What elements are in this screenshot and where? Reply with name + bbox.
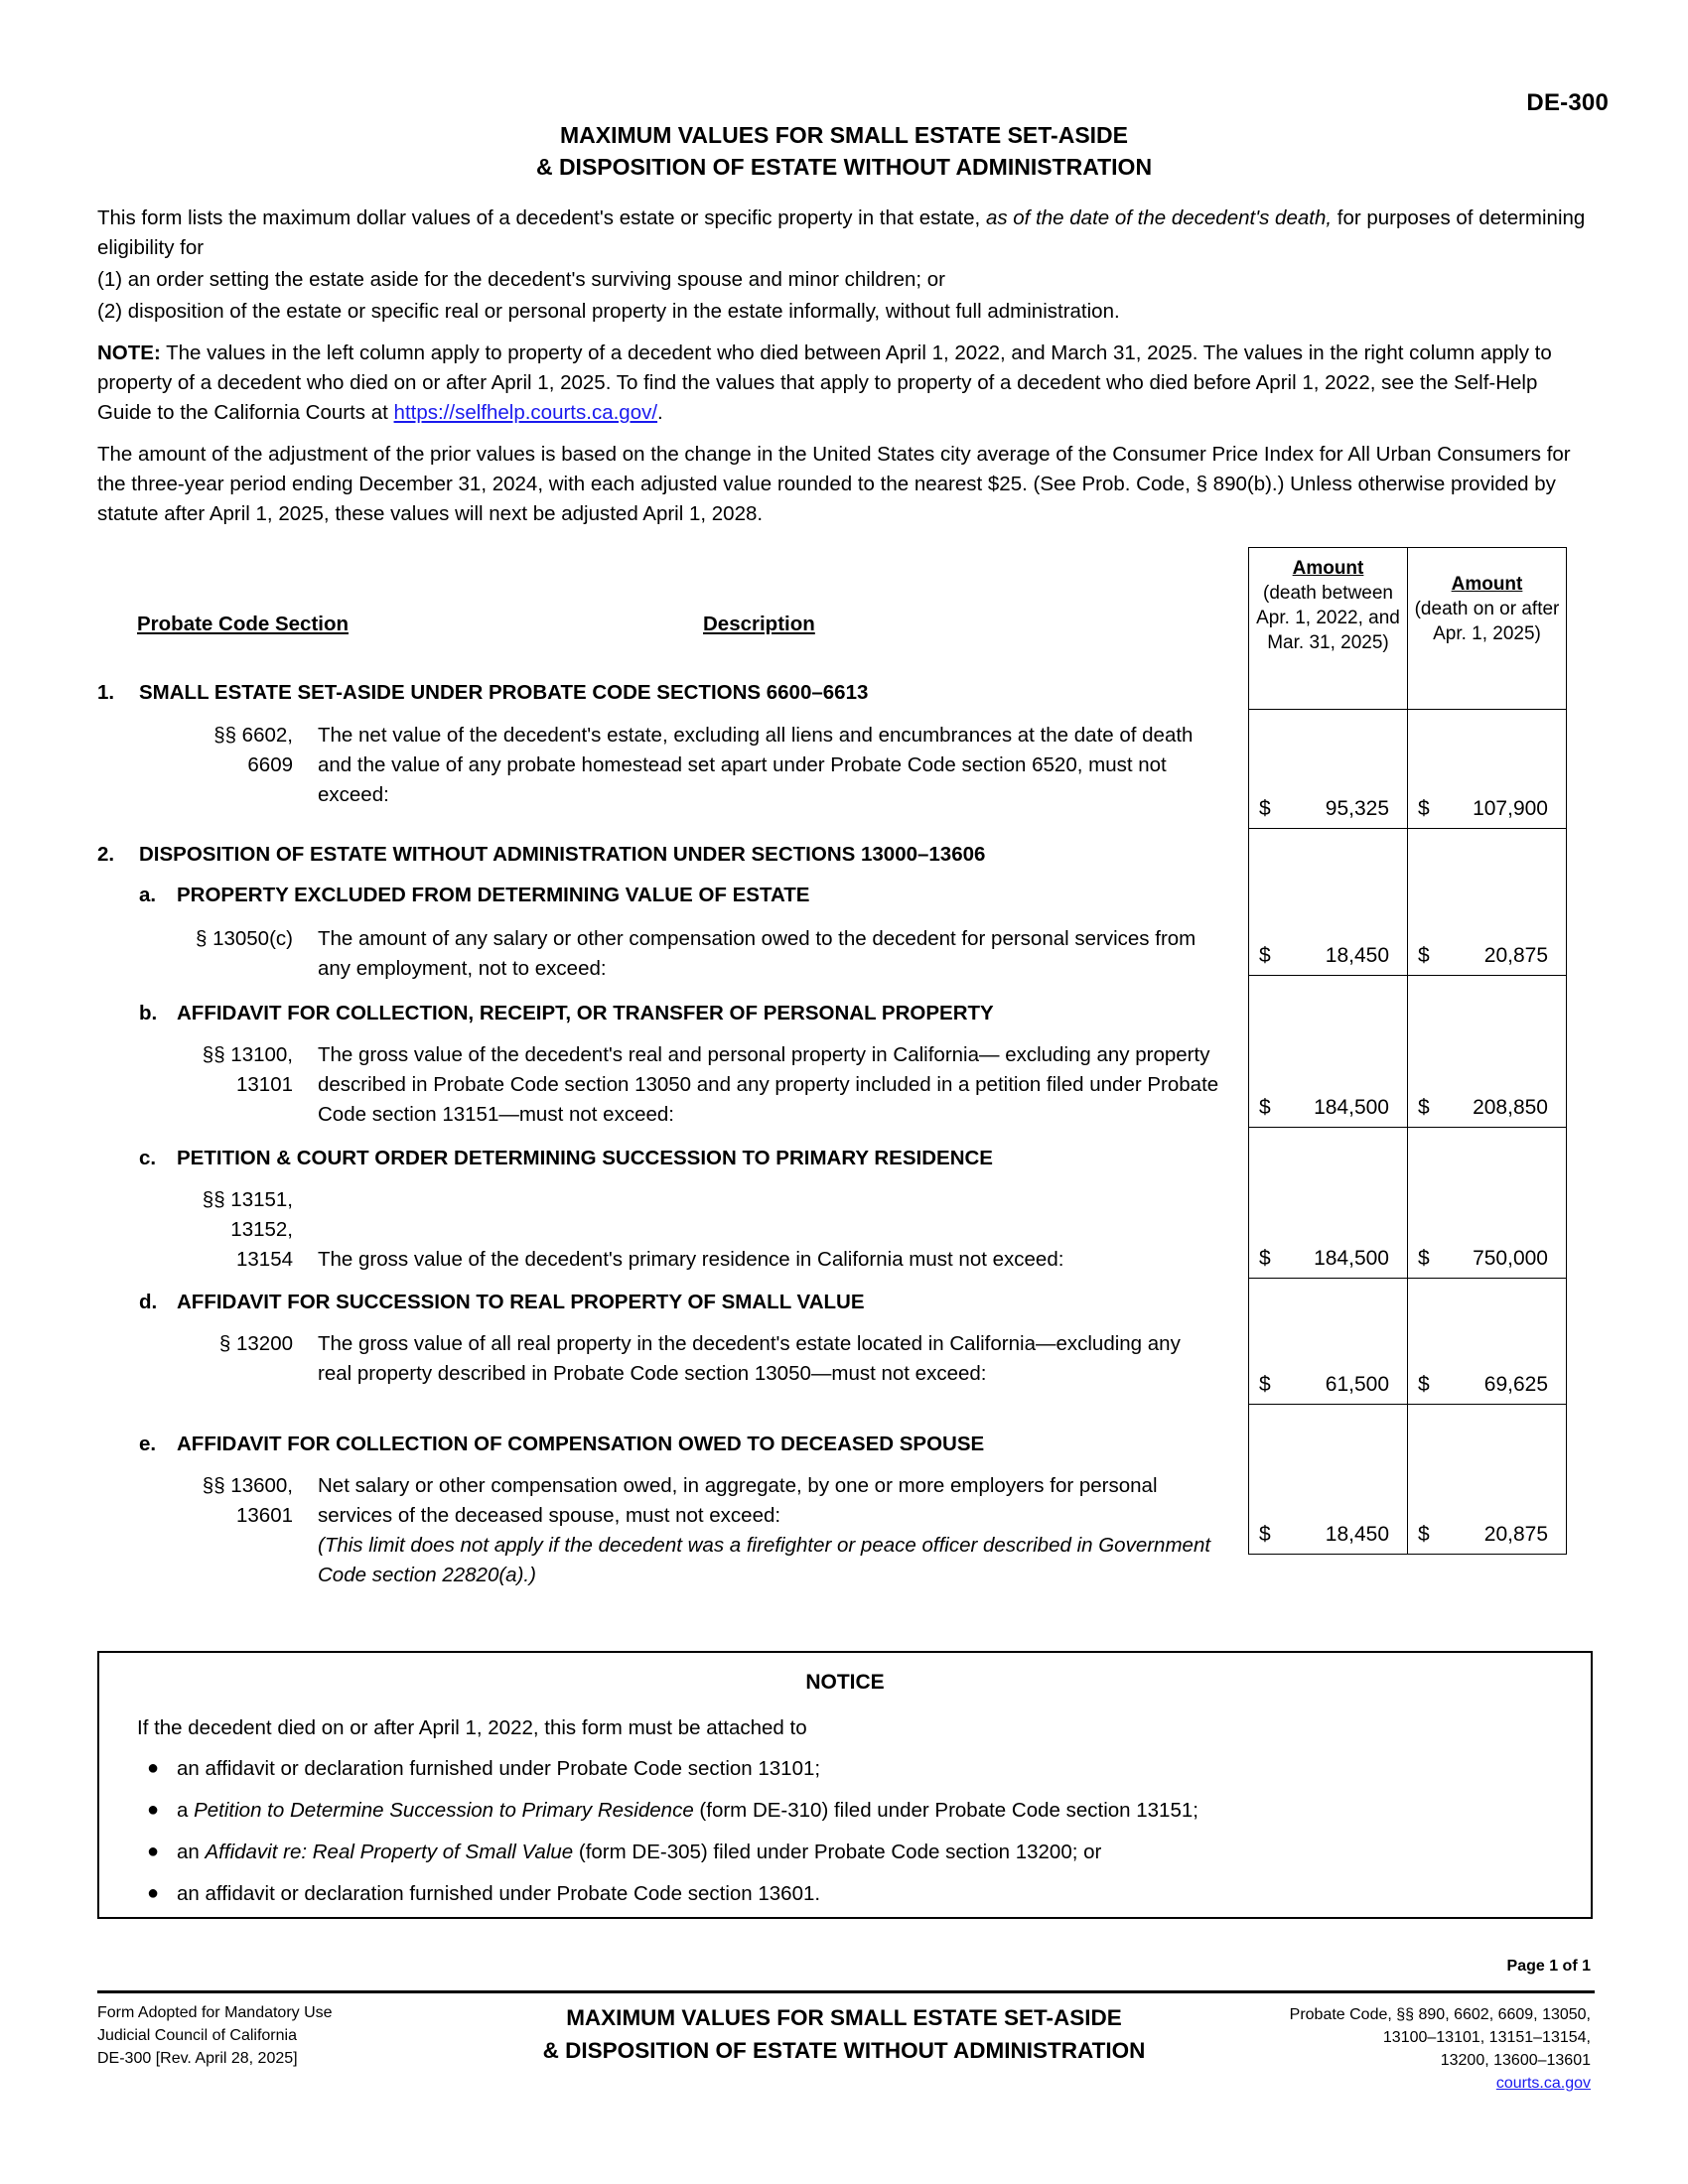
dollar-sign: $ [1418, 1373, 1430, 1396]
section-2e-heading: AFFIDAVIT FOR COLLECTION OF COMPENSATION OWED TO DECEASED SPOUSE [177, 1433, 985, 1455]
amount-cell-b-2 [1408, 829, 1567, 976]
amount-column-b-header [1408, 548, 1567, 710]
amount-cell-a-2 [1249, 829, 1408, 976]
amount-value: 18,450 [1325, 1523, 1389, 1546]
section-2b-ref-line-2: 13101 [235, 1073, 293, 1096]
footer-citation-block [1290, 2003, 1591, 2095]
notice-item-2-italic: Affidavit re: Real Property of Small Value [205, 1841, 574, 1863]
intro-paragraph-1 [97, 204, 1595, 263]
amount-value: 107,900 [1473, 797, 1548, 820]
footer-divider [97, 1990, 1595, 1993]
amount-value: 20,875 [1483, 944, 1548, 967]
section-2a-description: The amount of any salary or other compensation owed to the decedent for personal services from any employment, not to exceed: [318, 927, 1196, 980]
money-1a [1249, 797, 1407, 821]
money-6a [1249, 1523, 1407, 1547]
amount-cell-a-1 [1249, 710, 1408, 829]
money-5a [1249, 1373, 1407, 1397]
amount-value: 750,000 [1473, 1247, 1548, 1270]
section-2e-description: Net salary or other compensation owed, in aggregate, by one or more employers for personal services of the deceased spouse, must not exceed: [318, 1474, 1158, 1527]
section-2d-description: The gross value of all real property in the decedent's estate located in California—excluding any real property described in Probate Code section 13050—must not exceed: [318, 1332, 1181, 1385]
table-row [1249, 1405, 1567, 1555]
amount-table [1248, 547, 1567, 1555]
list-item [99, 1879, 1591, 1909]
amount-cell-b-3 [1408, 976, 1567, 1128]
footer-adoption-line: Form Adopted for Mandatory Use [97, 2004, 333, 2021]
intro-p1-b: for purposes of determining eligibility for [97, 206, 1586, 259]
amount-b-header-inner [1410, 556, 1564, 646]
section-2d-marker: d. [139, 1291, 158, 1313]
section-2d-heading: AFFIDAVIT FOR SUCCESSION TO REAL PROPERTY OF SMALL VALUE [177, 1291, 865, 1313]
money-1b [1408, 797, 1566, 821]
intro-text [97, 204, 1595, 531]
section-2a-ref-line-1: § 13050(c) [195, 927, 293, 950]
section-2e-marker: e. [139, 1433, 157, 1455]
amount-cell-a-4 [1249, 1128, 1408, 1279]
amount-cell-b-6 [1408, 1405, 1567, 1555]
dollar-sign: $ [1259, 797, 1271, 820]
page-title-line1: MAXIMUM VALUES FOR SMALL ESTATE SET-ASIDE [559, 122, 1129, 148]
money-5b [1408, 1373, 1566, 1397]
section-2b-description: The gross value of the decedent's real and personal property in California— excluding any property described in Probate Code section 13050 and any property included in a petition filed under Probate Code section 13151—must not exceed: [318, 1043, 1219, 1126]
section-2a-marker: a. [139, 884, 157, 906]
money-2b [1408, 944, 1566, 968]
notice-item-1-italic: Petition to Determine Succession to Primary Residence [194, 1799, 694, 1822]
notice-lead: If the decedent died on or after April 1, 2022, this form must be attached to [137, 1716, 807, 1739]
footer-citation-line3: 13200, 13600–13601 [1440, 2052, 1591, 2069]
amount-value: 69,625 [1483, 1373, 1548, 1396]
intro-p1-italic: as of the date of the decedent's death, [985, 206, 1333, 229]
footer-title-line1: MAXIMUM VALUES FOR SMALL ESTATE SET-ASIDE [566, 2005, 1122, 2030]
section-2c-ref-line-2: 13152, [230, 1218, 293, 1241]
dollar-sign: $ [1259, 944, 1271, 967]
section-2a-heading: PROPERTY EXCLUDED FROM DETERMINING VALUE OF ESTATE [177, 884, 810, 906]
amount-value: 18,450 [1325, 944, 1389, 967]
column-heading-description: Description [703, 613, 815, 635]
bullet-icon: ● [147, 1841, 160, 1862]
amount-b-sub: (death on or after Apr. 1, 2025) [1414, 599, 1560, 644]
note-label: NOTE: [97, 341, 161, 364]
table-row [1249, 829, 1567, 976]
list-item [99, 1796, 1591, 1826]
amount-value: 20,875 [1483, 1523, 1548, 1546]
intro-paragraph-2: (1) an order setting the estate aside for the decedent's surviving spouse and minor children; or [97, 268, 946, 291]
list-item [99, 1838, 1591, 1867]
money-4b [1408, 1247, 1566, 1271]
section-2e-ref-line-1: §§ 13600, [202, 1474, 293, 1497]
amount-table-header-row [1249, 548, 1567, 710]
section-2c-description: The gross value of the decedent's primary residence in California must not exceed: [318, 1248, 1064, 1271]
section-1-description: The net value of the decedent's estate, excluding all liens and encumbrances at the date of death and the value of any probate homestead set apart under Probate Code section 6520, must not exceed: [318, 724, 1194, 806]
section-2e-ref-line-2: 13601 [235, 1504, 293, 1527]
section-2b-marker: b. [139, 1002, 158, 1024]
footer-revision-line: DE-300 [Rev. April 28, 2025] [97, 2050, 298, 2067]
amount-cell-a-5 [1249, 1279, 1408, 1405]
page-title [0, 119, 1688, 183]
section-2b-ref-line-1: §§ 13100, [202, 1043, 293, 1066]
amount-cell-b-4 [1408, 1128, 1567, 1279]
footer-citation-line1: Probate Code, §§ 890, 6602, 6609, 13050, [1289, 2006, 1591, 2023]
table-row [1249, 1128, 1567, 1279]
amount-cell-a-6 [1249, 1405, 1408, 1555]
amount-value: 95,325 [1325, 797, 1389, 820]
bullet-icon: ● [147, 1757, 160, 1779]
form-number: DE-300 [1526, 89, 1609, 116]
note-text-a: The values in the left column apply to property of a decedent who died between April 1, 2022, and March 31, 2025. The values in the right column apply to property of a decedent who died on or after April 1, 2025. To find the values that apply to property of a decedent who died before April 1, 2022, see the Self-Help Guide to the California Courts at [97, 341, 1552, 424]
amount-value: 208,850 [1473, 1096, 1548, 1119]
section-2-marker: 2. [97, 843, 115, 866]
intro-p1-a: This form lists the maximum dollar values of a decedent's estate or specific property in that estate, [97, 206, 986, 229]
dollar-sign: $ [1259, 1373, 1271, 1396]
section-2-heading: DISPOSITION OF ESTATE WITHOUT ADMINISTRATION UNDER SECTIONS 13000–13606 [139, 843, 986, 866]
notice-title: NOTICE [805, 1671, 885, 1694]
dollar-sign: $ [1418, 1096, 1430, 1119]
dollar-sign: $ [1259, 1096, 1271, 1119]
section-1-ref-line-1: §§ 6602, [213, 724, 293, 747]
amount-cell-b-1 [1408, 710, 1567, 829]
footer-citation-line2: 13100–13101, 13151–13154, [1382, 2029, 1591, 2046]
section-2c-ref-line-3: 13154 [235, 1248, 293, 1271]
amount-a-word: Amount [1292, 558, 1364, 579]
selfhelp-link[interactable]: https://selfhelp.courts.ca.gov/ [393, 401, 658, 424]
amount-cell-a-3 [1249, 976, 1408, 1128]
bullet-icon: ● [147, 1799, 160, 1821]
footer-council-line: Judicial Council of California [97, 2027, 297, 2044]
bullet-icon: ● [147, 1882, 160, 1904]
money-3a [1249, 1096, 1407, 1120]
notice-box [97, 1651, 1593, 1919]
amount-b-word: Amount [1451, 574, 1523, 595]
table-row [1249, 976, 1567, 1128]
courts-ca-gov-link[interactable]: courts.ca.gov [1495, 2075, 1591, 2092]
notice-item-2-post: (form DE-305) filed under Probate Code section 13200; or [573, 1841, 1102, 1863]
money-4a [1249, 1247, 1407, 1271]
column-heading-probate-code-section: Probate Code Section [137, 613, 350, 635]
table-row [1249, 1279, 1567, 1405]
section-1-marker: 1. [97, 681, 115, 704]
amount-a-sub: (death between Apr. 1, 2022, and Mar. 31, 2025) [1256, 583, 1400, 653]
notice-item-1-pre: a [177, 1799, 195, 1822]
section-2e-description-italic: (This limit does not apply if the decedent was a firefighter or peace officer described in Government Code section 22820(a).) [318, 1534, 1211, 1586]
list-item [99, 1754, 1591, 1784]
amount-value: 184,500 [1314, 1247, 1389, 1270]
amount-value: 61,500 [1325, 1373, 1389, 1396]
dollar-sign: $ [1418, 797, 1430, 820]
intro-paragraph-5: The amount of the adjustment of the prior values is based on the change in the United States city average of the Consumer Price Index for All Urban Consumers for the three-year period ending December 31, 2024, with each adjusted value rounded to the nearest $25. (See Prob. Code, § 890(b).) Unless otherwise provided by statute after April 1, 2025, these values will next be adjusted April 1, 2028. [97, 443, 1571, 525]
amount-value: 184,500 [1314, 1096, 1389, 1119]
money-2a [1249, 944, 1407, 968]
section-2d-ref-line-1: § 13200 [218, 1332, 293, 1355]
notice-item-0-pre: an affidavit or declaration furnished under Probate Code section 13101; [177, 1757, 821, 1780]
amount-cell-b-5 [1408, 1279, 1567, 1405]
money-3b [1408, 1096, 1566, 1120]
dollar-sign: $ [1418, 1523, 1430, 1546]
dollar-sign: $ [1418, 1247, 1430, 1270]
dollar-sign: $ [1418, 944, 1430, 967]
footer-title-line2: & DISPOSITION OF ESTATE WITHOUT ADMINISTRATION [542, 2038, 1146, 2063]
page-title-line2: & DISPOSITION OF ESTATE WITHOUT ADMINISTRATION [535, 154, 1153, 180]
intro-note-paragraph [97, 339, 1595, 428]
money-6b [1408, 1523, 1566, 1547]
section-2c-marker: c. [139, 1147, 157, 1169]
notice-list [99, 1754, 1591, 1909]
page-number: Page 1 of 1 [1506, 1958, 1591, 1975]
section-2c-heading: PETITION & COURT ORDER DETERMINING SUCCESSION TO PRIMARY RESIDENCE [177, 1147, 993, 1169]
intro-paragraph-3: (2) disposition of the estate or specific real or personal property in the estate informally, without full administration. [97, 300, 1120, 323]
dollar-sign: $ [1259, 1247, 1271, 1270]
amount-column-a-header [1249, 548, 1408, 710]
notice-item-3-pre: an affidavit or declaration furnished under Probate Code section 13601. [177, 1882, 821, 1905]
section-2c-ref-line-1: §§ 13151, [202, 1188, 293, 1211]
notice-item-2-pre: an [177, 1841, 206, 1863]
section-1-heading: SMALL ESTATE SET-ASIDE UNDER PROBATE CODE SECTIONS 6600–6613 [139, 681, 869, 704]
notice-item-1-post: (form DE-310) filed under Probate Code section 13151; [693, 1799, 1198, 1822]
dollar-sign: $ [1259, 1523, 1271, 1546]
note-text-b: . [657, 401, 663, 424]
table-row [1249, 710, 1567, 829]
section-2b-heading: AFFIDAVIT FOR COLLECTION, RECEIPT, OR TRANSFER OF PERSONAL PROPERTY [177, 1002, 994, 1024]
section-1-ref-line-2: 6609 [247, 753, 293, 776]
